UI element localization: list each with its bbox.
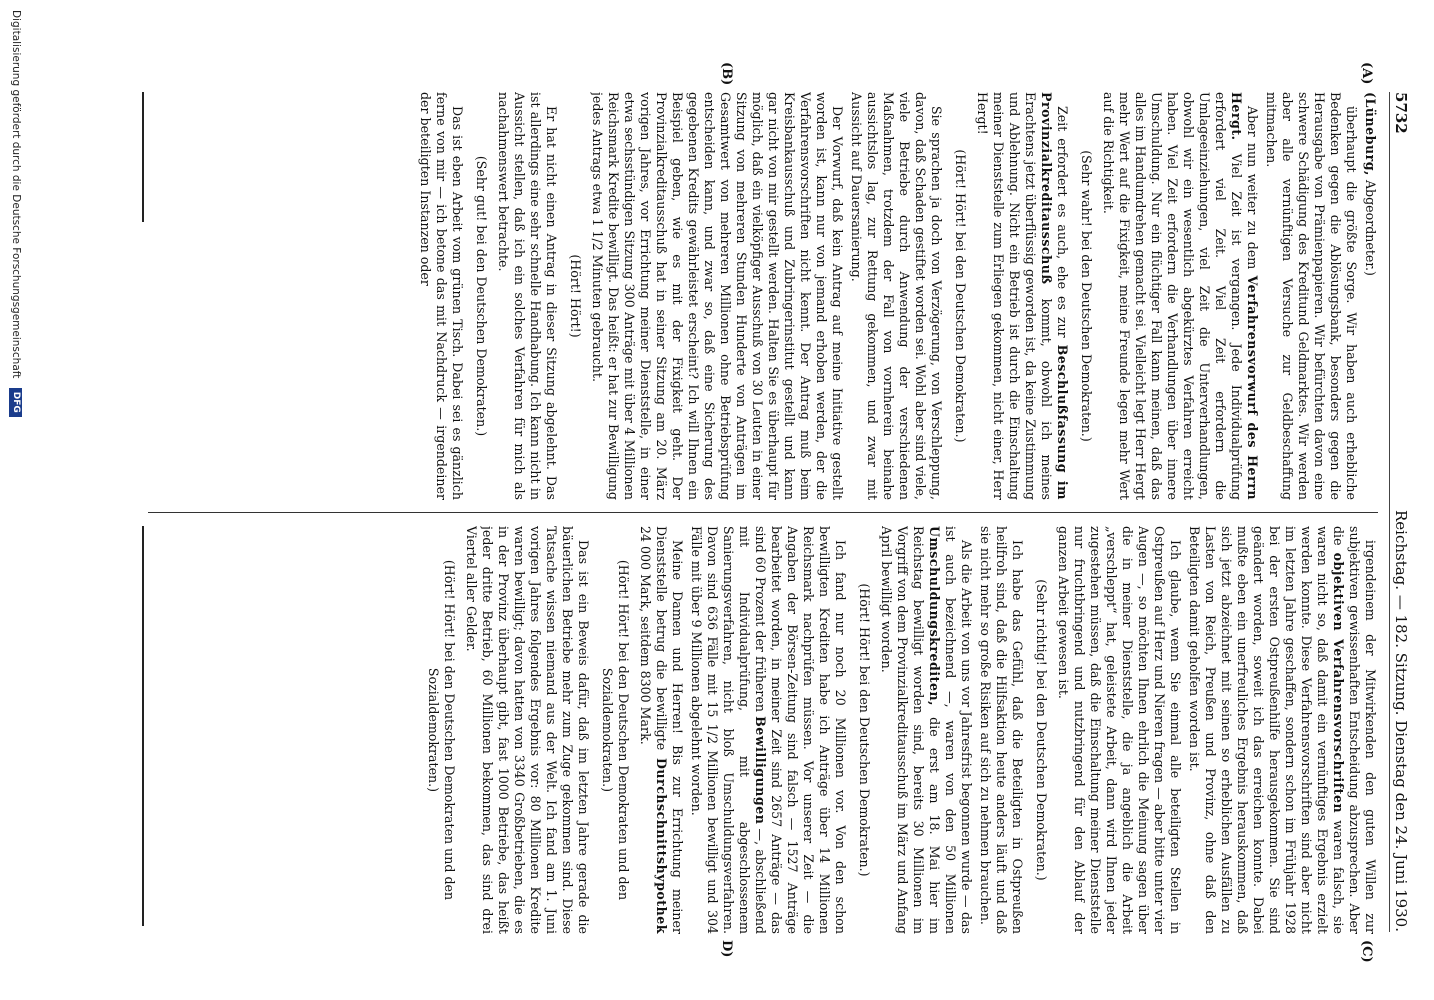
emphasized-term: Beschlußfassung im Provinzialkreditausschuß — [1039, 92, 1070, 500]
emphasized-term: Bewilligungen — [753, 716, 768, 825]
paragraph-text: Aber nun weiter zu dem — [1245, 106, 1260, 276]
paragraph-text: kommt, obwohl ich meines Erachtens jetzt überflüssig geworden ist, da keine Zustimmung und Ablehnung. Nicht ein Betrieb ist durch die Einschaltung meiner Dienststelle zum Erliegen gekommen, nicht einer, Herr Hergt! — [975, 92, 1054, 500]
interjection: (Hört! Hört! bei den Deutschen Demokraten und den Sozialdemokraten.) — [426, 559, 457, 901]
paragraph-text: waren falsch, sie waren nicht so, daß damit ein vernünftiges Ergebnis erzielt werden konnte. Diese Verfahrensvorschriften sind aber nicht im letzten Jahre geschaffen, sondern schon im Frühjahr 1928 bei der ersten Ostpreußenhilfe herausgekommen. Sie sind geändert worden, soweit ich das erreichen konnte. Dabei mußte eben ein unerfreuliches Ergebnis herauskommen, daß sich jetzt abzeichnet mit seinen so erheblichen Ausfällen zu Lasten von Reich, Preußen und Provinz, ohne daß den Beteiligten damit geholfen worden ist. — [1187, 526, 1346, 934]
speech-paragraph: Ich glaube, wenn Sie einmal alle beteiligten Stellen in Ostpreußen auf Herz und Nieren fragen — aber bitte unter vier Augen —, so möchten Ihnen ehrlich die Meinung sagen über die in meiner Dienststelle, die ja angeblich die Arbeit „verschleppt“ hat, geleistete Arbeit, dann wird Ihnen jeder zugestehen müssen, daß die Einschaltung meiner Dienststelle nur fruchtbringend und nutzbringend für den Ablauf der ganzen Arbeit gewesen ist. — [1056, 526, 1183, 934]
speech-paragraph: Sie sprachen ja doch von Verzögerung, von Verschleppung, davon, daß Schaden gestiftet worden sei. Wohl aber sind viele, viele Betriebe durch Anwendung der verschiedenen Maßnahmen, trotzdem der Fall von vornherein beinahe aussichtslos lag, zur Rettung gekommen, und zwar mit Aussicht auf Dauersanierung. — [849, 92, 944, 500]
paragraph-text: Meine Damen und Herren! Bis zur Errichtung meiner Dienststelle betrug die bewilligte — [654, 526, 685, 934]
emphasized-term: Durchschnittshypothek — [654, 757, 669, 934]
paragraph-text: Zeit erfordert es auch, ehe es zur — [1055, 106, 1070, 345]
speech-paragraph: Das ist ein Beweis dafür, daß im letzten Jahre gerade die bäuerlichen Betriebe mehr zum Zuge gekommen sind. Diese Tatsache wissen niemand aus der Welt. Ich fand am 1. Juni vorigen Jahres folgendes Ergebnis vor: 80 Millionen Kredite waren bewilligt; davon hatten von 3340 Großbetrieben, die es in der Provinz überhaupt gibt, fast 1000 Betriebe, das heißt jeder dritte Betrieb, 60 Millionen bekommen, das sind drei Viertel aller Gelder. — [464, 526, 591, 934]
speaker-name: (Lüneburg, — [1363, 92, 1378, 176]
interjection: (Hört! Hört! bei den Deutschen Demokraten und den Sozialdemokraten.) — [600, 559, 631, 901]
interjection: (Sehr wahr! bei den Deutschen Demokraten.) — [1079, 150, 1094, 442]
paragraph-text: 24 000 Mark, seitdem 8300 Mark. — [638, 526, 653, 745]
speaker-line — [1362, 92, 1378, 500]
speech-paragraph: Er hat nicht einen Antrag in dieser Sitzung abgelehnt. Das ist allerdings eine sehr schnelle Handhabung. Ich kann nicht in Aussicht stellen, daß ich ein solches Verfahren für mich als nachahmenswert betrachte. — [496, 92, 559, 500]
interjection: (Hört! Hört!) — [568, 254, 583, 338]
speech-paragraph — [878, 526, 974, 934]
credit-text: Digitalisierung gefördert durch die Deutsche Forschungsgemeinschaft — [10, 10, 22, 379]
interjection: (Sehr richtig! bei den Deutschen Demokraten.) — [1034, 579, 1049, 881]
speech-paragraph — [1100, 92, 1260, 500]
paragraph-text: die erst am 18. Mai hier im Reichstag bewilligt worden sind, bereits 30 Millionen im Vorgriff von dem Provinzialkreditausschuß im März und Anfang April bewilligt worden. — [879, 526, 942, 934]
speech-paragraph: überhaupt die größte Sorge. Wir haben auch erhebliche Bedenken gegen die Ablösungsbank, besonders gegen die Herausgabe von Prämienpapieren. Wir befürchten davon eine schwere Schädigung des Kreditund Geldmarktes. Wir werden aber alle vernünftigen Versuche zur Geldbeschaffung mitmachen. — [1264, 92, 1359, 500]
speech-paragraph — [974, 92, 1070, 500]
header-rule — [1389, 92, 1390, 932]
paragraph-text: Ich fand nur noch 20 Millionen vor. Von den schon bewilligten Krediten habe ich Anträge über 14 Millionen Reichsmark nachprüfen müssen. Vor unserer Zeit — die Angaben der Börsen-Zeitung sind falsch — 1527 Anträge bearbeitet worden, in meiner Zeit sind 2657 Anträge — das sind 60 Prozent der früheren — [753, 526, 848, 934]
dfg-logo: DFG — [10, 388, 23, 417]
margin-marker-c: (C) — [1359, 940, 1374, 963]
margin-marker-b: (B) — [719, 62, 734, 86]
right-column-end-rule — [142, 526, 144, 926]
paragraph-text: irgendeinem der Mitwirkenden den guten Willen zur subjektiven gewissenhaften Entscheidung abzusprechen. Aber die — [1331, 526, 1378, 934]
interjection: (Hört! Hört! bei den Deutschen Demokraten.) — [953, 149, 968, 443]
paragraph-text: Als die Arbeit von uns vor Jahresfrist begonnen wurde — das ist auch bezeichnend —, waren von den 50 Millionen — [943, 526, 974, 934]
emphasized-term: objektiven Verfahrensvorschriften — [1331, 552, 1346, 814]
interjection: (Sehr gut! bei den Deutschen Demokraten.) — [474, 155, 489, 437]
speech-paragraph — [637, 526, 685, 934]
paragraph-text: —, abschließend mit Individualprüfung, mit abgeschlossenem Sanierungsverfahren, nicht bloß Umschuldungsverfahren. Davon sind 636 Fälle mit 15 1/2 Millionen bewilligt und 304 Fälle mit über 9 Millionen abgelehnt worden. — [689, 526, 768, 934]
running-title: Reichstag. — 182. Sitzung. Dienstag den 24. Juni 1930. — [1392, 509, 1410, 932]
right-column — [148, 526, 1378, 934]
emphasized-term: Umschuldungskrediten, — [927, 526, 942, 707]
left-column-end-rule — [142, 92, 144, 222]
interjection: (Hört! Hört! bei den Deutschen Demokraten.) — [857, 583, 872, 877]
speech-paragraph — [688, 526, 848, 934]
digitization-credit — [8, 10, 24, 990]
emphasized-term: Verfahrensvorwurf des Herrn Hergt. — [1229, 92, 1260, 500]
left-column — [148, 92, 1378, 500]
paragraph-text: Viel Zeit ist vergangen. Jede Individualprüfung erfordert viel Zeit. Viel Zeit erfordern die Umlageeinziehungen, viel Zeit die Unterverhandlungen, obwohl wir ein wesentlich abgekürztes Verfahren erreicht haben. Viel Zeit erfordern die Verhandlungen über innere Umschuldung. Nur ein flüchtiger Fall kann meinen, daß das alles im Handumdrehen gemacht sei. Vielleicht legt Herr Hergt mehr Wert auf die Fixigkeit, meine Freunde legen mehr Wert auf die Richtigkeit. — [1101, 92, 1244, 500]
page-number: 5732 — [1392, 92, 1410, 134]
speech-paragraph: Ich habe das Gefühl, daß die Beteiligten in Ostpreußen heilfroh sind, daß die Hilfsaktion heute anders läuft und daß sie nicht mehr so große Risiken auf sich zu nehmen brauchen. — [978, 526, 1025, 934]
speech-paragraph: Der Vorwurf, daß kein Antrag auf meine Initiative gestellt worden ist, kann nur von jemand erhoben werden, der die Verfahrensvorschriften nicht kennt. Der Antrag muß beim Kreisbankausschuß und Zubringerinstitut gestellt und kann gar nicht von mir gestellt werden. Halten Sie es überhaupt für möglich, daß ein vielköpfiger Ausschuß von 30 Leuten in einer Sitzung von mehreren Stunden Hunderte von Anträgen im Gesamtwert von mehreren Millionen ohne Betriebsprüfung entscheiden kann, und zwar so, daß eine Sicherung des gegebenen Kredits gewährleistet erscheint? Ich will Ihnen ein Beispiel geben, wie es mit der Fixigkeit geht. Der Provinzialkreditausschuß hat in seiner Sitzung am 20. März vorigen Jahres, vor Errichtung meiner Dienststelle, in einer etwa sechsstündigen Sitzung 300 Anträge mit über 4 Millionen Reichsmark Kredite bewilligt. Das heißt: er hat zur Bewilligung jedes Antrags etwa 1 1/2 Minuten gebraucht. — [590, 92, 845, 500]
margin-marker-a: (A) — [1359, 62, 1374, 85]
margin-marker-d: D) — [719, 940, 734, 958]
column-divider — [148, 512, 1378, 513]
speaker-role: Abgeordneter.) — [1363, 175, 1378, 276]
speech-paragraph — [1186, 526, 1378, 934]
page-header — [1388, 92, 1414, 932]
speech-paragraph: Das ist eben Arbeit vom grünen Tisch. Dabei sei es gänzlich ferne von mir — ich betone das mit Nachdruck — irgendeiner der beteiligten Instanzen oder — [418, 92, 465, 500]
